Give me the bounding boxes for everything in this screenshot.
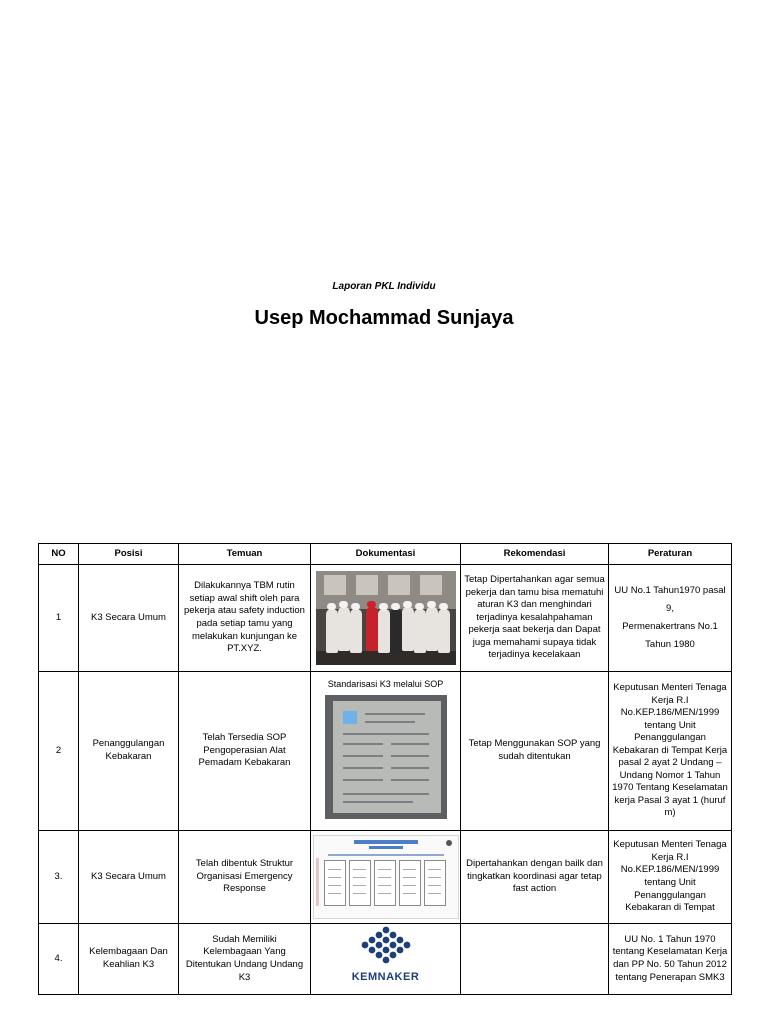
cell-temuan: Telah Tersedia SOP Pengoperasian Alat Pemadam Kebakaran — [179, 672, 311, 831]
table-row — [39, 831, 732, 924]
cell-dokumentasi — [311, 672, 461, 831]
cell-posisi: Penanggulangan Kebakaran — [79, 672, 179, 831]
column-header-rekomendasi: Rekomendasi — [461, 544, 609, 565]
cell-rekomendasi — [461, 924, 609, 995]
cell-rekomendasi: Tetap Dipertahankan agar semua pekerja dan tamu bisa mematuhi aturan K3 dan menghindari terjadinya kesalahpahaman pekerja saat bekerja dan Dapat juga memahami supaya tidak terjadinya kecelakaan — [461, 565, 609, 672]
table-row — [39, 672, 732, 831]
kemnaker-logo — [326, 926, 446, 992]
cell-temuan: Telah dibentuk Struktur Organisasi Emergency Response — [179, 831, 311, 924]
cell-no: 2 — [39, 672, 79, 831]
cell-temuan: Dilakukannya TBM rutin setiap awal shift oleh para pekerja atau safety induction pada setiap tamu yang melakukan kunjungan ke PT.XYZ. — [179, 565, 311, 672]
logo-text: KEMNAKER — [351, 971, 420, 983]
author-name: Usep Mochammad Sunjaya — [254, 307, 514, 329]
cell-no: 3. — [39, 831, 79, 924]
org-chart-image — [313, 835, 459, 919]
peraturan-line-1: UU No.1 Tahun1970 pasal 9, — [614, 584, 726, 614]
cell-dokumentasi — [311, 831, 461, 924]
marker-icon — [343, 711, 357, 724]
cell-dokumentasi — [311, 924, 461, 995]
sop-image — [321, 677, 451, 825]
peraturan-line-2: Permenakertrans No.1 Tahun 1980 — [622, 621, 718, 651]
cell-no: 1 — [39, 565, 79, 672]
table-row — [39, 924, 732, 995]
group-photo — [316, 571, 456, 665]
table-row — [39, 565, 732, 672]
column-header-peraturan: Peraturan — [609, 544, 732, 565]
kemnaker-emblem-icon — [359, 926, 413, 968]
cell-peraturan: Keputusan Menteri Tenaga Kerja R.I No.KEP.186/MEN/1999 tentang Unit Penanggulangan Kebakaran di Tempat — [609, 831, 732, 924]
cell-no: 4. — [39, 924, 79, 995]
cell-rekomendasi: Dipertahankan dengan bailk dan tingkatkan koordinasi agar tetap fast action — [461, 831, 609, 924]
cell-peraturan: UU No. 1 Tahun 1970 tentang Keselamatan Kerja dan PP No. 50 Tahun 2012 tentang Penerapan SMK3 — [609, 924, 732, 995]
cell-peraturan — [609, 565, 732, 672]
cell-dokumentasi — [311, 565, 461, 672]
cell-posisi: Kelembagaan Dan Keahlian K3 — [79, 924, 179, 995]
column-header-dokumentasi: Dokumentasi — [311, 544, 461, 565]
cell-posisi: K3 Secara Umum — [79, 831, 179, 924]
cell-posisi: K3 Secara Umum — [79, 565, 179, 672]
document-header: Laporan PKL Individu — [332, 281, 436, 292]
table-header-row — [39, 544, 732, 565]
column-header-no: NO — [39, 544, 79, 565]
cell-rekomendasi: Tetap Menggunakan SOP yang sudah ditentukan — [461, 672, 609, 831]
column-header-temuan: Temuan — [179, 544, 311, 565]
column-header-posisi: Posisi — [79, 544, 179, 565]
sop-caption: Standarisasi K3 melalui SOP — [327, 679, 444, 689]
cell-peraturan: Keputusan Menteri Tenaga Kerja R.I No.KEP.186/MEN/1999 tentang Unit Penanggulangan Kebakaran di Tempat Kerja pasal 2 ayat 2 Undang – Undang Nomor 1 Tahun 1970 Tentang Keselamatan kerja Pasal 3 ayat 1 (huruf m) — [609, 672, 732, 831]
findings-table — [38, 543, 732, 995]
cell-temuan: Sudah Memiliki Kelembagaan Yang Ditentukan Undang Undang K3 — [179, 924, 311, 995]
